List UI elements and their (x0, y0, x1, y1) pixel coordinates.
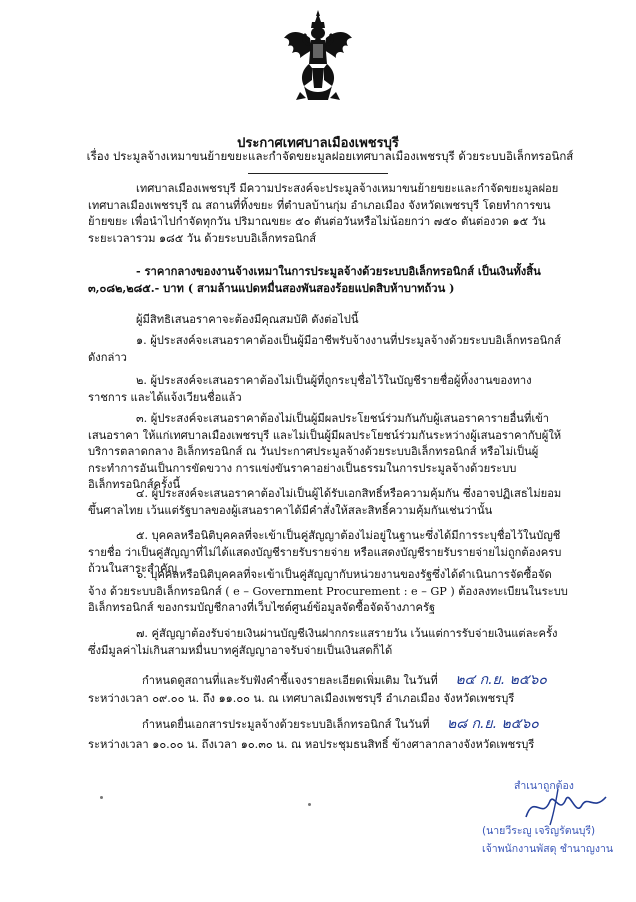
certified-copy-stamp: สำเนาถูกต้อง (514, 780, 574, 792)
qualification-item-7: ๗. คู่สัญญาต้องรับจ่ายเงินผ่านบัญชีเงินฝากกระแสรายวัน เว้นแต่การรับจ่ายเงินแต่ละครั้ง ซึ่งมีมูลค่าไม่เกินสามหมื่นบาทคู่สัญญาอาจรับจ่ายเป็นเงินสดก็ได้ (88, 627, 558, 657)
qualification-intro: ผู้มีสิทธิเสนอราคาจะต้องมีคุณสมบัติ ดังต่อไปนี้ (136, 313, 359, 326)
qualification-item-4: ๔. ผู้ประสงค์จะเสนอราคาต้องไม่เป็นผู้ได้รับเอกสิทธิ์หรือความคุ้มกัน ซึ่งอาจปฏิเสธไม่ยอม ขึ้นศาลไทย เว้นแต่รัฐบาลของผู้เสนอราคาได้มีคำสั่งให้สละสิทธิ์ความคุ้มกันเช่นว่านั้น (88, 487, 562, 517)
qualification-item-2: ๒. ผู้ประสงค์จะเสนอราคาต้องไม่เป็นผู้ที่ถูกระบุชื่อไว้ในบัญชีรายชื่อผู้ทิ้งงานของทางราชการ และได้แจ้งเวียนชื่อแล้ว (88, 374, 532, 404)
submission-date: ๒๘ ก.ย. ๒๕๖๐ (447, 716, 539, 732)
document-title: ประกาศเทศบาลเมืองเพชรบุรี (237, 136, 399, 151)
site-visit-line (142, 672, 547, 689)
submission-line (142, 716, 539, 733)
document-subject: เรื่อง ประมูลจ้างเหมาขนย้ายขยะและกำจัดขยะมูลฝอยเทศบาลเมืองเพชรบุรี ด้วยระบบอิเล็กทรอนิกส์ (86, 149, 574, 163)
reference-price-paragraph: - ราคากลางของงานจ้างเหมาในการประมูลจ้างด้วยระบบอิเล็กทรอนิกส์ เป็นเงินทั้งสิ้น ๓,๐๘๒,๒๘๕.- บาท ( สามล้านแปดหมื่นสองพันสองร้อยแปดสิบห้าบาทถ้วน ) (88, 264, 541, 295)
title-divider (248, 173, 388, 174)
signatory-name: (นายวีระญู เจริญรัตนบุรี) (482, 825, 596, 837)
site-visit-label: กำหนดดูสถานที่และรับฟังคำชี้แจงรายละเอียดเพิ่มเติม ในวันที่ (142, 674, 438, 687)
intro-paragraph: เทศบาลเมืองเพชรบุรี มีความประสงค์จะประมูลจ้างเหมาขนย้ายขยะและกำจัดขยะมูลฝอย เทศบาลเมืองเพชรบุรี ณ สถานที่ทิ้งขยะ ที่ตำบลบ้านกุ่ม อำเภอเมือง จังหวัดเพชรบุรี โดยทำการขนย้ายขยะ เพื่อนำไปกำจัดทุกวัน ปริมาณขยะ ๕๐ ตันต่อวันหรือไม่น้อยกว่า ๗๕๐ ตันต่องวด ๑๕ วัน ระยะเวลารวม ๑๘๕ วัน ด้วยระบบอิเล็กทรอนิกส์ (88, 182, 559, 245)
qualification-item-3: ๓. ผู้ประสงค์จะเสนอราคาต้องไม่เป็นผู้มีผลประโยชน์ร่วมกันกับผู้เสนอราคารายอื่นที่เข้าเสนอราคา ให้แก่เทศบาลเมืองเพชรบุรี และไม่เป็นผู้มีผลประโยชน์ร่วมกันระหว่างผู้เสนอราคากับผู้ให้บริการตลาดกลาง อิเล็กทรอนิกส์ ณ วันประกาศประมูลจ้างด้วยระบบอิเล็กทรอนิกส์ หรือไม่เป็นผู้กระทำการอันเป็นการขัดขวาง การแข่งขันราคาอย่างเป็นธรรมในการประมูลจ้างด้วยระบบอิเล็กทรอนิกส์ครั้งนี้ (88, 412, 562, 492)
submission-label: กำหนดยื่นเอกสารประมูลจ้างด้วยระบบอิเล็กทรอนิกส์ ในวันที่ (142, 718, 430, 731)
handwritten-signature (520, 787, 612, 827)
scan-speck (100, 796, 103, 799)
garuda-emblem-icon (282, 8, 354, 104)
submission-time-line: ระหว่างเวลา ๑๐.๐๐ น. ถึงเวลา ๑๐.๓๐ น. ณ หอประชุมธนสิทธิ์ ข้างศาลากลางจังหวัดเพชรบุรี (88, 738, 535, 751)
qualification-item-5: ๕. บุคคลหรือนิติบุคคลที่จะเข้าเป็นคู่สัญญาต้องไม่อยู่ในฐานะซึ่งได้มีการระบุชื่อไว้ในบัญชีรายชื่อ ว่าเป็นคู่สัญญาที่ไม่ได้แสดงบัญชีรายรับรายจ่าย หรือแสดงบัญชีรายรับรายจ่ายไม่ถูกต้องครบถ้วนในสาระสำคัญ (88, 529, 562, 576)
signatory-position: เจ้าพนักงานพัสดุ ชำนาญงาน (482, 843, 614, 855)
scan-speck (308, 803, 311, 806)
site-visit-time-line: ระหว่างเวลา ๐๙.๐๐ น. ถึง ๑๑.๐๐ น. ณ เทศบาลเมืองเพชรบุรี อำเภอเมือง จังหวัดเพชรบุรี (88, 692, 515, 705)
qualification-item-1: ๑. ผู้ประสงค์จะเสนอราคาต้องเป็นผู้มีอาชีพรับจ้างงานที่ประมูลจ้างด้วยระบบอิเล็กทรอนิกส์ ดังกล่าว (88, 334, 561, 364)
site-visit-date: ๒๔ ก.ย. ๒๕๖๐ (455, 672, 547, 688)
qualification-item-6: ๖. บุคคลหรือนิติบุคคลที่จะเข้าเป็นคู่สัญญากับหน่วยงานของรัฐซึ่งได้ดำเนินการจัดซื้อจัดจ้าง ด้วยระบบอิเล็กทรอนิกส์ ( e – Government Procurement : e – GP ) ต้องลงทะเบียนในระบบอิเล็กทรอนิกส์ ของกรมบัญชีกลางที่เว็บไซต์ศูนย์ข้อมูลจัดซื้อจัดจ้างภาครัฐ (88, 568, 568, 615)
